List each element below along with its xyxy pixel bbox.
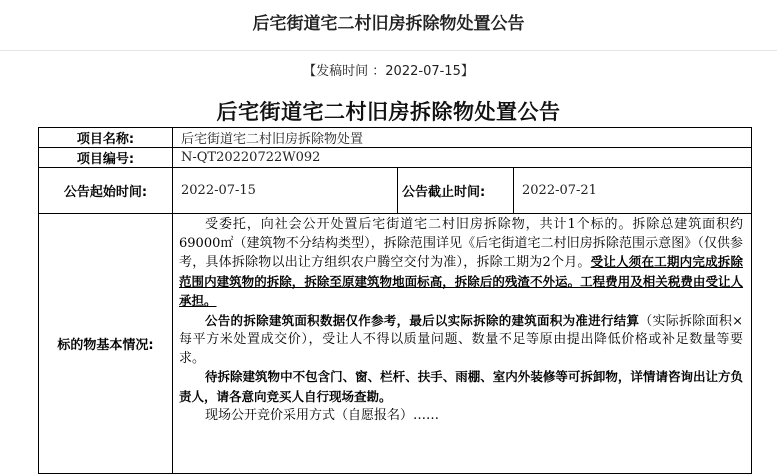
basic-info-content — [173, 214, 752, 474]
paragraph-text: 受委托，向社会公开处置后宅街道宅二村旧房拆除物，共计1个标的。拆除总建筑面积约69000㎡（建筑物不分结构类型），拆除范围详见《后宅街道宅二村旧房拆除范围示意图》（仅供参考，具体拆除物以出让方组织农户腾空交付为准），拆除工期为2个月。 — [179, 217, 744, 270]
paragraph-text: 现场公开竞价采用方式（自愿报名）…… — [205, 408, 440, 423]
project-info-table — [38, 127, 752, 474]
underlined-requirement: 受让人须在工期内完成拆除范围内建筑物的拆除，拆除至原建筑物地面标高，拆除后的残渣不外运。工程费用及相关税费由受让人承担。 — [179, 254, 744, 308]
description-paragraph — [179, 312, 743, 369]
table-row — [39, 214, 752, 474]
table-row — [39, 128, 752, 148]
table-row — [39, 168, 752, 214]
end-time-value: 2022-07-21 — [514, 168, 752, 214]
start-time-label: 公告起始时间: — [39, 168, 173, 214]
document-title: 后宅街道宅二村旧房拆除物处置公告 — [216, 100, 561, 124]
project-name-label: 项目名称: — [39, 128, 173, 148]
bold-text: 公告的拆除建筑面积数据仅作参考，最后以实际拆除的建筑面积为准进行结算 — [205, 312, 640, 328]
description-paragraph — [179, 407, 743, 426]
basic-info-label: 标的物基本情况: — [39, 214, 173, 474]
paragraph-text: （实际拆除面积×每平方米处置成交价），受让人不得以质量问题、数量不足等原由提出降低价格或补足数量等要求。 — [179, 313, 744, 366]
description-paragraph — [179, 368, 743, 407]
publish-date: 【发稿时间 ：2022-07-15】 — [303, 64, 474, 79]
project-code-value: N-QT20220722W092 — [173, 148, 752, 168]
table-row — [39, 148, 752, 168]
end-time-label: 公告截止时间: — [398, 168, 514, 214]
start-time-value: 2022-07-15 — [173, 168, 398, 214]
project-code-label: 项目编号: — [39, 148, 173, 168]
project-name-value: 后宅街道宅二村旧房拆除物处置 — [173, 128, 752, 148]
page-header-title: 后宅街道宅二村旧房拆除物处置公告 — [0, 0, 777, 51]
description-paragraph — [179, 216, 743, 312]
bold-text: 待拆除建筑物中不包含门、窗、栏杆、扶手、雨棚、室内外装修等可拆卸物，详情请咨询出让方负责人，请各意向竞买人自行现场查勘。 — [179, 369, 744, 404]
